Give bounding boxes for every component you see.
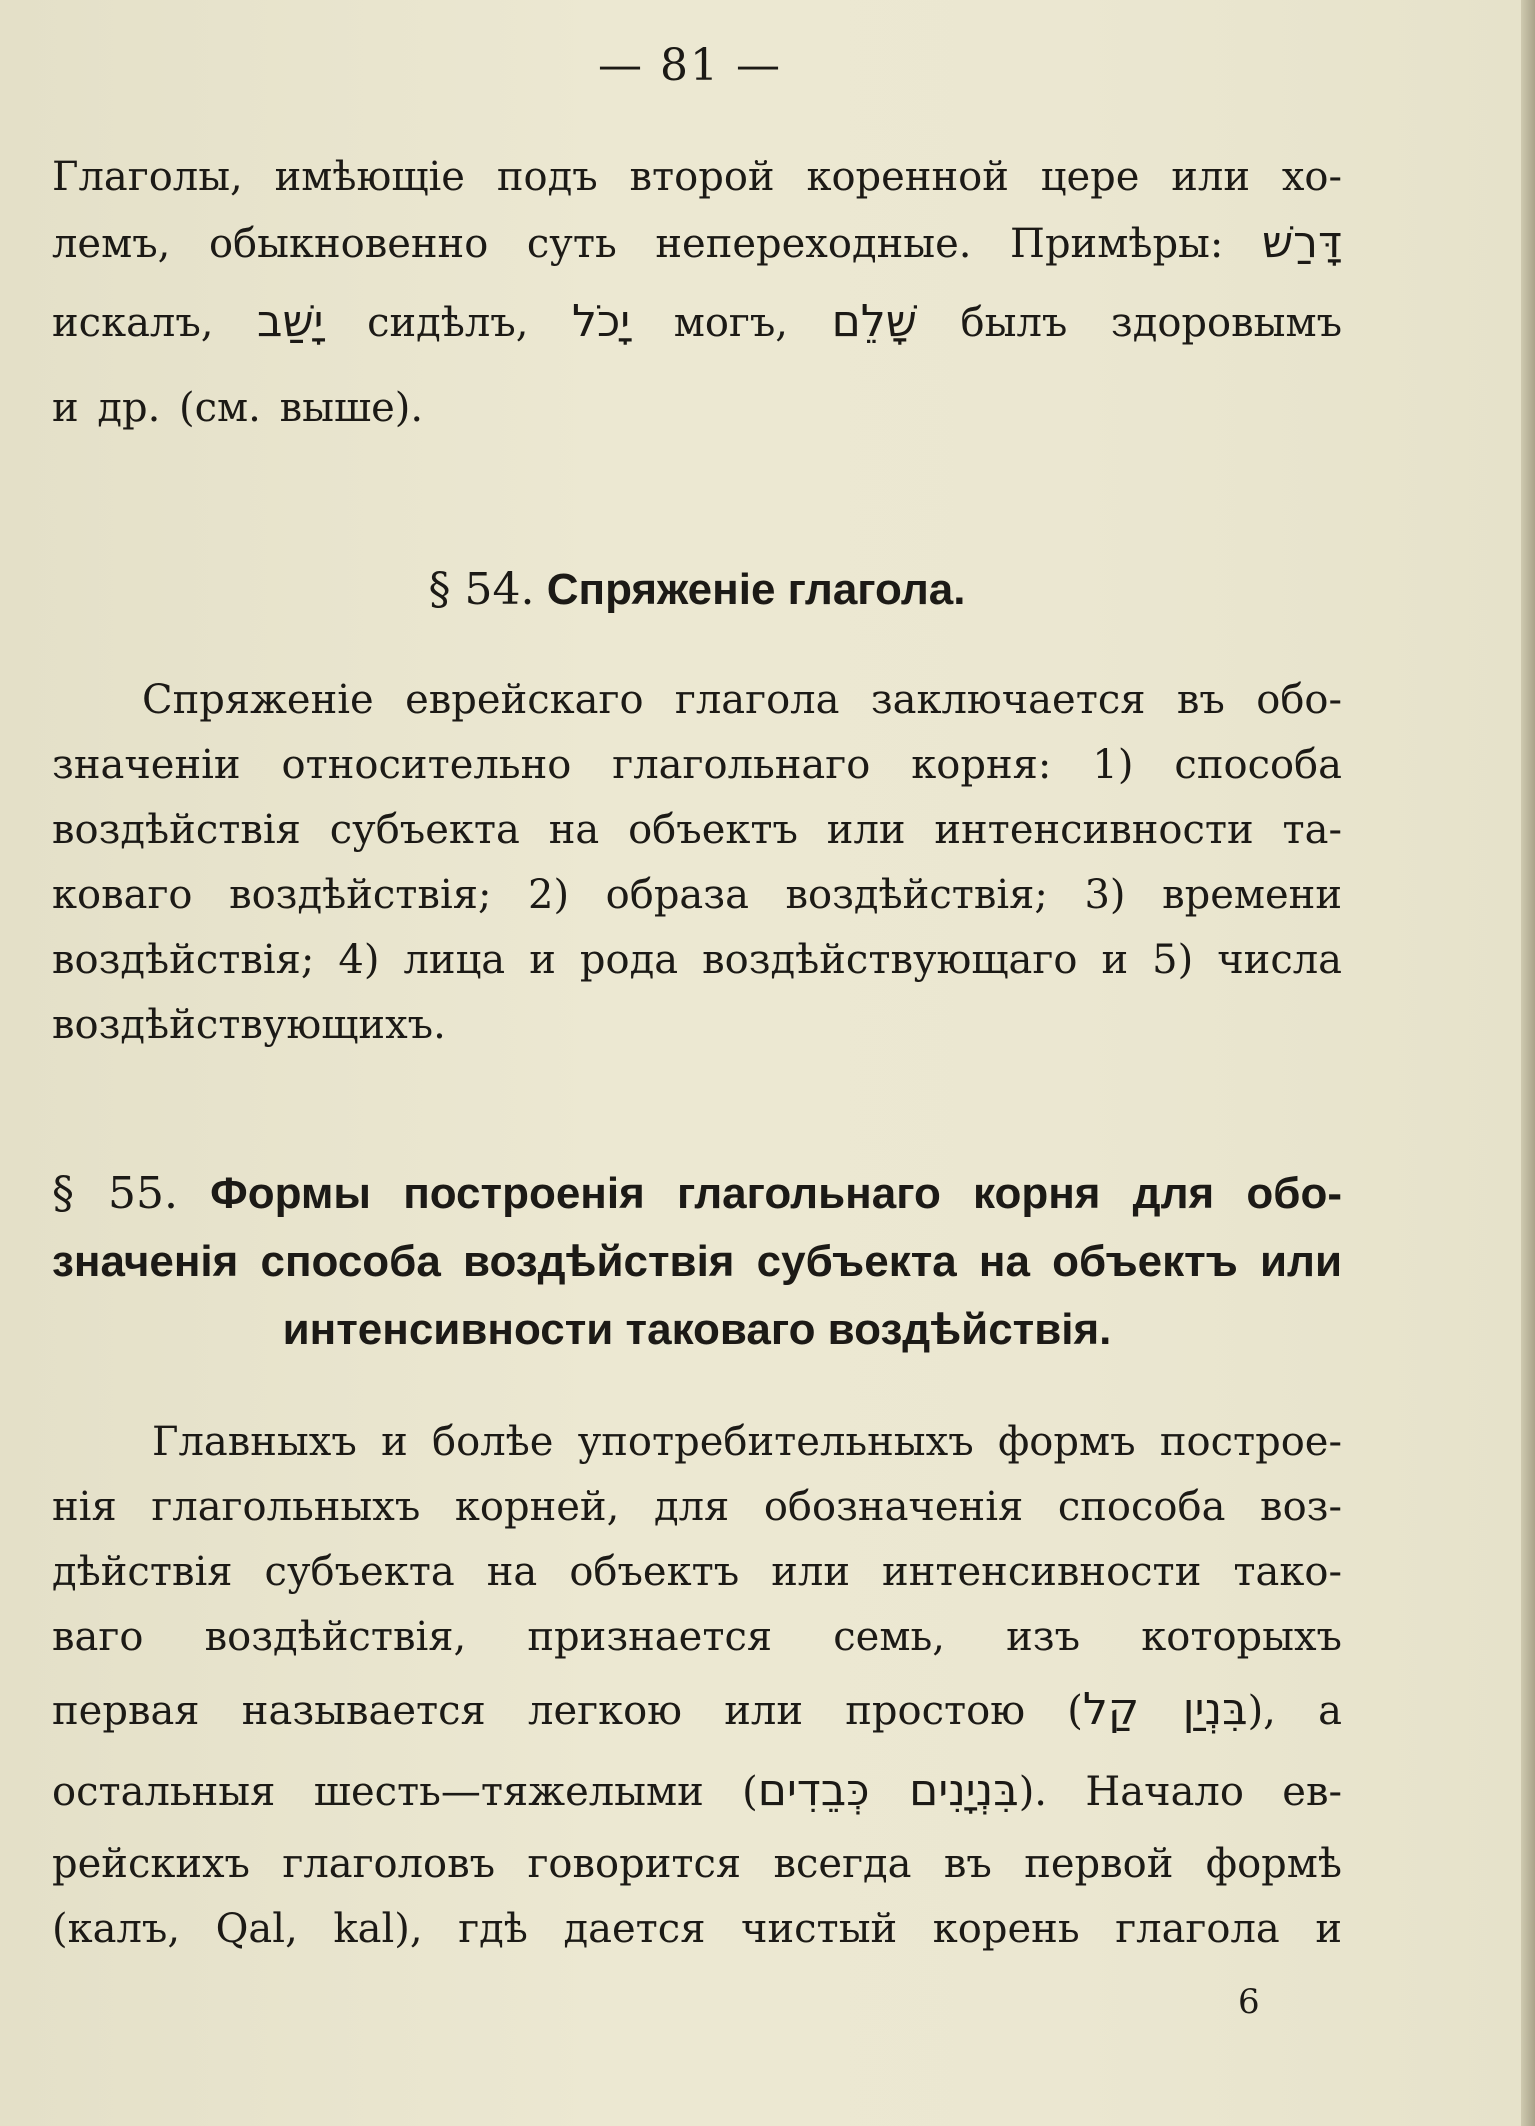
text-line: рейскихъ глаголовъ говорится всегда въ первой формѣ — [52, 1841, 1342, 1887]
text-fragment: остальныя шесть—тяжелыми ( — [52, 1769, 758, 1815]
text-line — [52, 1670, 1342, 1751]
text-fragment: ), а — [1247, 1688, 1342, 1734]
text-line: нія глагольныхъ корней, для обозначенія способа воз- — [52, 1484, 1342, 1530]
page-number: — 81 — — [598, 40, 782, 91]
text-line — [52, 277, 1342, 368]
page-edge — [1521, 0, 1535, 2126]
text-line — [52, 1751, 1342, 1832]
text-fragment: лемъ, обыкновенно суть непереходные. Примѣры: — [52, 221, 1224, 267]
section-54-paragraph — [52, 668, 1342, 1058]
text-line: и др. (см. выше). — [52, 385, 424, 431]
text-line: (калъ, Qal, kal), гдѣ дается чистый корень глагола и — [52, 1906, 1342, 1952]
printer-signature: 6 — [1238, 1982, 1260, 2022]
section-title: Спряженіе глагола. — [546, 565, 966, 614]
section-55-paragraph — [52, 1410, 1342, 1962]
text-fragment: ). Начало ев- — [1018, 1769, 1342, 1815]
section-title-line: интенсивности таковаго воздѣйствія. — [282, 1305, 1112, 1354]
section-title-line: Формы построенія глагольнаго корня для обо- — [210, 1169, 1342, 1218]
text-line: воздѣйствія; 4) лица и рода воздѣйствующаго и 5) числа — [52, 937, 1342, 983]
hebrew-word: דָּרַשׁ — [1261, 217, 1342, 268]
text-line: воздѣйствія субъекта на объектъ или интенсивности та- — [52, 807, 1342, 853]
text-line: дѣйствія субъекта на объектъ или интенсивности тако- — [52, 1549, 1342, 1595]
text-fragment: первая называется легкою или простою ( — [52, 1688, 1083, 1734]
hebrew-word: יָשַׁב — [257, 296, 324, 347]
section-number: § 55. — [52, 1168, 178, 1219]
text-line: ваго воздѣйствія, признается семь, изъ которыхъ — [52, 1614, 1342, 1660]
hebrew-word: שָׁלֵם — [831, 296, 917, 347]
text-line: коваго воздѣйствія; 2) образа воздѣйствія; 3) времени — [52, 872, 1342, 918]
hebrew-word: יָכֹל — [572, 296, 631, 347]
section-55-heading — [52, 1160, 1342, 1364]
section-title-line: значенія способа воздѣйствія субъекта на объектъ или — [52, 1237, 1342, 1286]
text-line: воздѣйствующихъ. — [52, 1002, 446, 1048]
heading-line — [52, 1160, 1342, 1228]
intro-paragraph — [52, 145, 1342, 448]
section-number: § 54. — [428, 564, 535, 615]
hebrew-phrase: בִּנְיַן קַל — [1082, 1684, 1248, 1735]
text-line: Глаголы, имѣющіе подъ второй коренной цере или хо- — [52, 154, 1342, 200]
text-fragment: былъ здоровымъ — [960, 300, 1343, 346]
text-line — [52, 210, 1342, 277]
text-fragment: искалъ, — [52, 300, 214, 346]
hebrew-phrase: בִּנְיָנִים כְּבֵדִים — [757, 1765, 1019, 1816]
text-line: Спряженіе еврейскаго глагола заключается въ обо- — [142, 677, 1342, 723]
text-line: значеніи относительно глагольнаго корня: 1) способа — [52, 742, 1342, 788]
text-line: Главныхъ и болѣе употребительныхъ формъ построе- — [152, 1419, 1342, 1465]
section-54-heading — [52, 556, 1422, 624]
text-fragment: сидѣлъ, — [367, 300, 529, 346]
text-fragment: могъ, — [673, 300, 789, 346]
